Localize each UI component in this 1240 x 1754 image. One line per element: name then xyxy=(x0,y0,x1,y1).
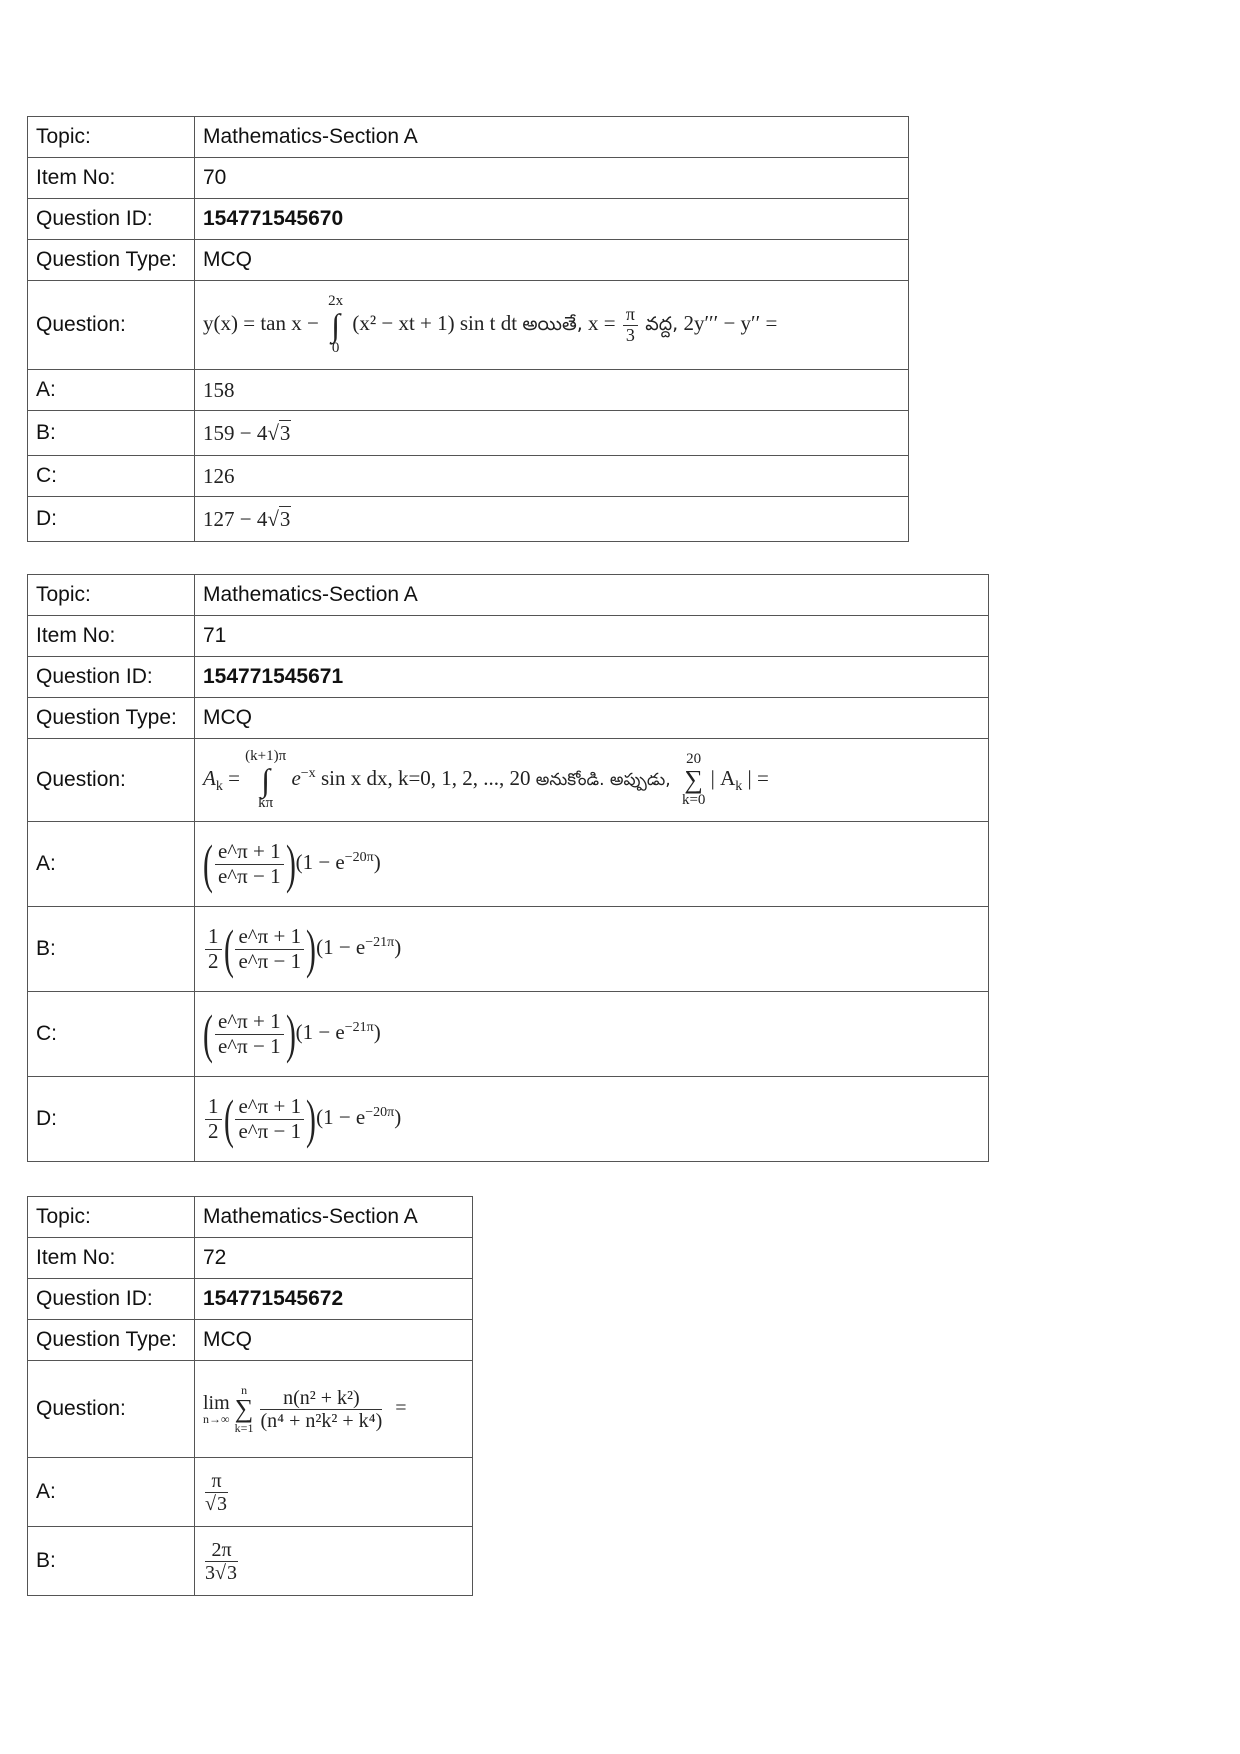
option-a-label: A: xyxy=(28,822,195,907)
topic-label: Topic: xyxy=(28,117,195,158)
question-id-value: 154771545670 xyxy=(195,199,909,240)
option-a-value: ( $\frac{e\^{}\pi + 1}{e\^{}\pi - 1}$ )$(1 - e^{-20\pi})$ xyxy=(195,822,989,907)
question-type-value: MCQ xyxy=(195,240,909,281)
option-d-row xyxy=(28,1077,989,1162)
option-d-label: D: xyxy=(28,1077,195,1162)
item-no-label: Item No: xyxy=(28,1238,195,1279)
question-id-label: Question ID: xyxy=(28,199,195,240)
option-d-value: 127 − 4√3 xyxy=(195,497,909,542)
question-label: Question: xyxy=(28,739,195,822)
question-id-label: Question ID: xyxy=(28,657,195,698)
option-c-row xyxy=(28,992,989,1077)
question-type-label: Question Type: xyxy=(28,240,195,281)
integral-upper-limit: 2x xyxy=(328,293,344,309)
question-type-value: MCQ xyxy=(195,698,989,739)
summation-sign: n ∑ k=1 xyxy=(234,1383,254,1435)
option-a-label: A: xyxy=(28,1458,195,1527)
topic-label: Topic: xyxy=(28,1197,195,1238)
option-c-row xyxy=(28,456,909,497)
question-content xyxy=(195,281,909,370)
x-equals: x = xyxy=(588,310,616,335)
option-b-row xyxy=(28,907,989,992)
question-label: Question: xyxy=(28,1361,195,1458)
item-no-label: Item No: xyxy=(28,158,195,199)
option-b-value: $\frac{1}{2}$ ( $\frac{e\^{}\pi + 1}{e\^{}\pi - 1}$ )$(1 - e^{-21\pi})$ xyxy=(195,907,989,992)
question-type-row xyxy=(28,240,909,281)
option-d-label: D: xyxy=(28,497,195,542)
question-row xyxy=(28,281,909,370)
option-b-row xyxy=(28,1527,473,1596)
item-no-value: 70 xyxy=(195,158,909,199)
topic-value: Mathematics-Section A xyxy=(195,1197,473,1238)
topic-value: Mathematics-Section A xyxy=(195,575,989,616)
option-b-label: B: xyxy=(28,411,195,456)
telugu-text: అనుకోండి. అప్పుడు, xyxy=(535,769,671,790)
option-c-label: C: xyxy=(28,992,195,1077)
integral-upper-limit: (k+1)π xyxy=(245,748,287,764)
question-type-row xyxy=(28,1320,473,1361)
option-b-label: B: xyxy=(28,907,195,992)
limit: lim n→∞ xyxy=(203,1392,230,1426)
option-c-value: 126 xyxy=(195,456,909,497)
telugu-text-2: వద్ద, xyxy=(645,312,679,335)
topic-label: Topic: xyxy=(28,575,195,616)
integral-sign: 2x ∫ 0 xyxy=(328,293,344,356)
topic-row xyxy=(28,117,909,158)
option-b-value: 159 − 4√3 xyxy=(195,411,909,456)
item-no-row xyxy=(28,1238,473,1279)
integral-sign: (k+1)π ∫ kπ xyxy=(245,748,287,811)
option-a-value: 158 xyxy=(195,370,909,411)
item-no-row xyxy=(28,616,989,657)
option-b-label: B: xyxy=(28,1527,195,1596)
option-a-row xyxy=(28,1458,473,1527)
telugu-text-1: అయితే, xyxy=(522,312,583,335)
option-d-value: $\frac{1}{2}$ ( $\frac{e\^{}\pi + 1}{e\^{}\pi - 1}$ )$(1 - e^{-20\pi})$ xyxy=(195,1077,989,1162)
question-id-label: Question ID: xyxy=(28,1279,195,1320)
question-id-value: 154771545672 xyxy=(195,1279,473,1320)
question-lhs: y(x) = tan x − xyxy=(203,310,319,335)
option-a-label: A: xyxy=(28,370,195,411)
option-c-value: ( $\frac{e\^{}\pi + 1}{e\^{}\pi - 1}$ )$(1 - e^{-21\pi})$ xyxy=(195,992,989,1077)
option-a-row xyxy=(28,370,909,411)
option-b-row xyxy=(28,411,909,456)
question-label: Question: xyxy=(28,281,195,370)
question-id-row xyxy=(28,199,909,240)
question-content: $A_k$ = (k+1)π ∫ kπ $e^{-x}$ sin x dx, k=0, 1, 2, ..., 20 అనుకోండి. అప్పుడు, 20 ∑ k=0 | $A_k$ | = xyxy=(195,739,989,822)
integral-lower-limit: kπ xyxy=(258,795,274,811)
question-id-row xyxy=(28,657,989,698)
item-no-label: Item No: xyxy=(28,616,195,657)
question-row xyxy=(28,739,989,822)
limit-fraction: $\frac{\text{n(n² + k²)}}{\text{(n⁴ + n²k² + k⁴)}}$ xyxy=(260,1386,383,1432)
question-type-label: Question Type: xyxy=(28,1320,195,1361)
item-no-row xyxy=(28,158,909,199)
question-table-72 xyxy=(27,1196,473,1596)
topic-row xyxy=(28,1197,473,1238)
pi-over-3: $\frac{\pi}{3}$ xyxy=(623,305,638,346)
option-b-value: $\frac{2\pi}{3√3}$ xyxy=(195,1527,473,1596)
question-content: lim n→∞ n ∑ k=1 $\frac{\text{n(n² + k²)}}{\text{(n⁴ + n²k² + k⁴)}}$ = xyxy=(195,1361,473,1458)
question-expression: 2y′′′ − y′′ = xyxy=(683,310,778,335)
summation-sign: 20 ∑ k=0 xyxy=(681,751,706,808)
integrand: (x² − xt + 1) sin t dt xyxy=(352,310,518,335)
question-type-row xyxy=(28,698,989,739)
option-a-value: $\frac{\pi}{√3}$ xyxy=(195,1458,473,1527)
question-type-label: Question Type: xyxy=(28,698,195,739)
option-a-row xyxy=(28,822,989,907)
question-type-value: MCQ xyxy=(195,1320,473,1361)
item-no-value: 72 xyxy=(195,1238,473,1279)
question-id-row xyxy=(28,1279,473,1320)
option-d-row xyxy=(28,497,909,542)
question-id-value: 154771545671 xyxy=(195,657,989,698)
option-c-label: C: xyxy=(28,456,195,497)
topic-row xyxy=(28,575,989,616)
question-row xyxy=(28,1361,473,1458)
topic-value: Mathematics-Section A xyxy=(195,117,909,158)
integral-lower-limit: 0 xyxy=(331,340,340,356)
question-table-71 xyxy=(27,574,989,1162)
question-table-70 xyxy=(27,116,909,542)
item-no-value: 71 xyxy=(195,616,989,657)
